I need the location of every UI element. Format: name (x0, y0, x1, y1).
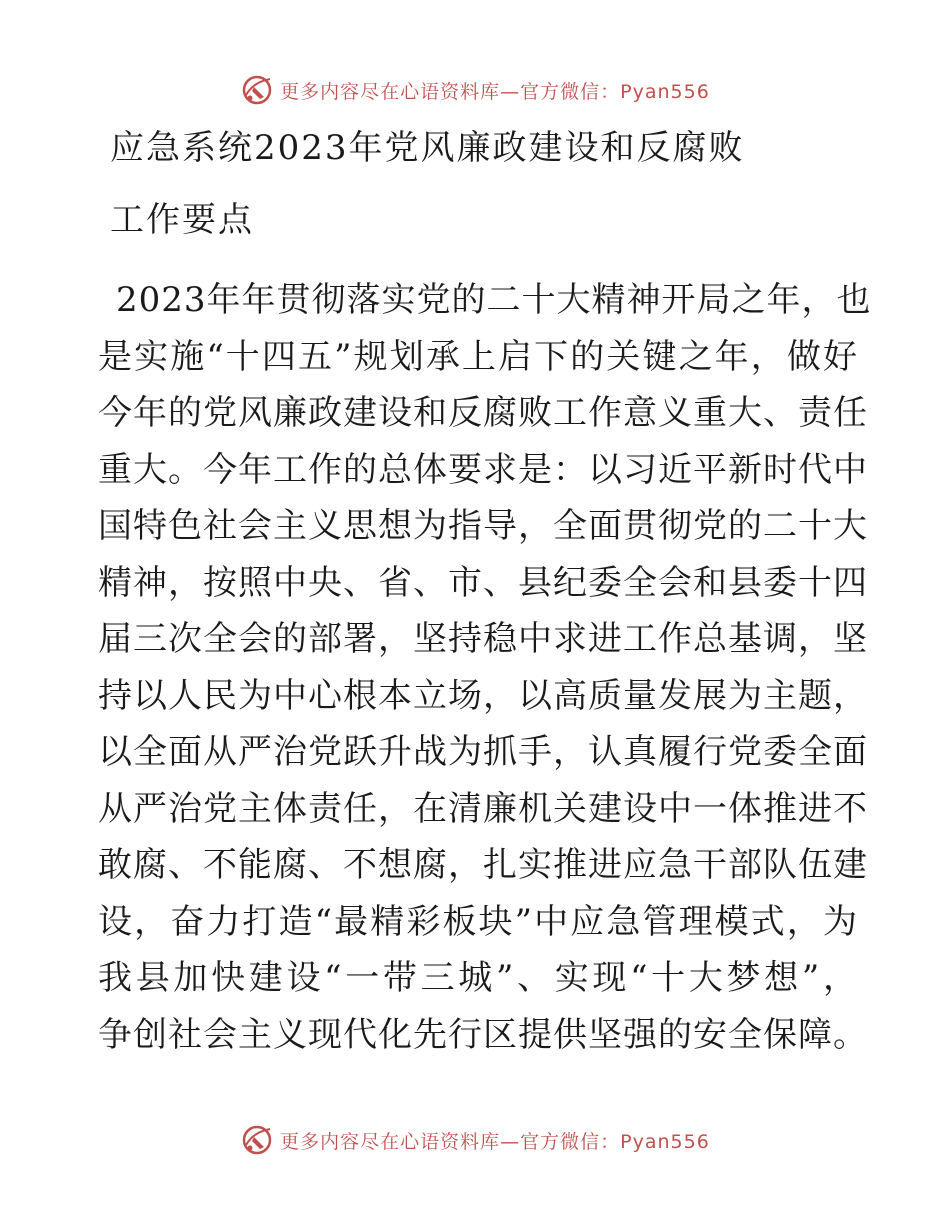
body-line: 敢腐、不能腐、不想腐，扎实推进应急干部队伍建 (98, 845, 868, 885)
document-body (98, 272, 872, 1063)
body-line: 国特色社会主义思想为指导，全面贯彻党的二十大 (98, 506, 868, 546)
body-line: 是实施“十四五”规划承上启下的关键之年，做好 (98, 336, 858, 377)
body-line: 届三次全会的部署，坚持稳中求进工作总基调，坚 (98, 619, 868, 659)
document-subtitle: 工作要点 (110, 200, 254, 240)
watermark-text: 更多内容尽在心语资料库—官方微信：Pyan556 (280, 1130, 710, 1153)
body-line: 2023年年贯彻落实党的二十大精神开局之年，也 (116, 280, 872, 320)
body-line: 以全面从严治党跃升战为抓手，认真履行党委全面 (98, 732, 868, 772)
body-line: 精神，按照中央、省、市、县纪委全会和县委十四 (98, 562, 868, 603)
watermark-text: 更多内容尽在心语资料库—官方微信：Pyan556 (280, 80, 710, 103)
document-title: 应急系统2023年党风廉政建设和反腐败 (110, 128, 745, 168)
body-line: 从严治党主体责任，在清廉机关建设中一体推进不 (98, 788, 868, 829)
body-line: 设，奋力打造“最精彩板块”中应急管理模式，为 (98, 901, 858, 942)
header-watermark (0, 70, 950, 110)
body-line: 我县加快建设“一带三城”、实现“十大梦想”， (98, 958, 858, 998)
footer-watermark (0, 1120, 950, 1160)
pen-circle-icon (240, 73, 274, 107)
pen-circle-icon (240, 1123, 274, 1157)
body-line: 重大。今年工作的总体要求是：以习近平新时代中 (98, 449, 868, 490)
body-line: 今年的党风廉政建设和反腐败工作意义重大、责任 (98, 393, 868, 433)
body-line: 持以人民为中心根本立场，以高质量发展为主题， (98, 675, 868, 716)
body-line: 争创社会主义现代化先行区提供坚强的安全保障。 (98, 1014, 868, 1055)
